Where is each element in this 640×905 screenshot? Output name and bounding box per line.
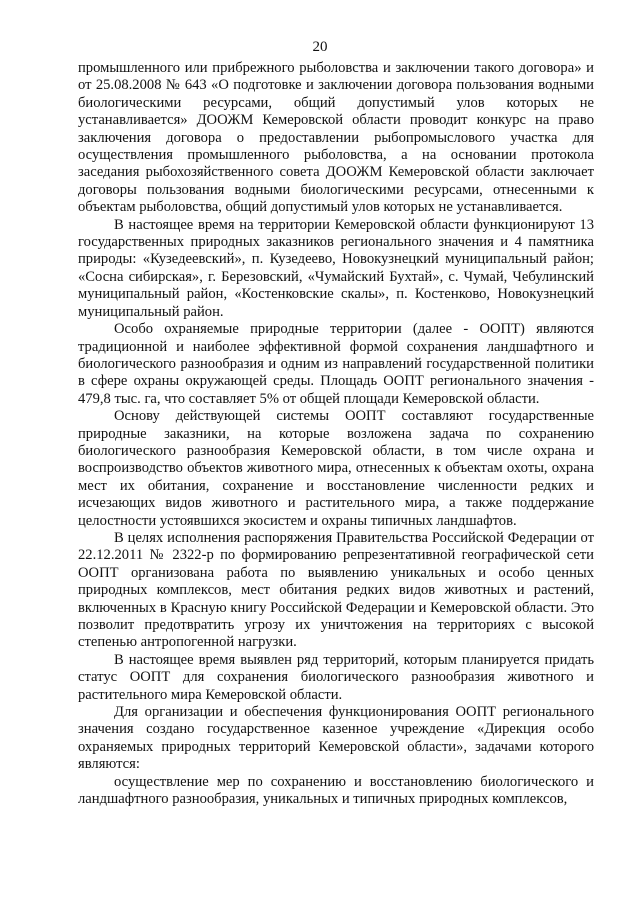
page-number: 20 (312, 39, 328, 55)
paragraph-government-order: В целях исполнения распоряжения Правительства Российской Федерации от 22.12.2011 № 2322-р по формированию репрезентативной географической сети ООПТ организована работа по выявлению уникальных и особо ценных природных комплексов, мест обитания редких видов животных и растений, включенных в Красную книгу Российской Федерации и Кемеровской области. Это позволит предотвратить угрозу их уничтожения на территориях с высокой степенью антропогенной нагрузки. (78, 529, 594, 651)
body-text (78, 60, 594, 808)
paragraph-tasks-list-item: осуществление мер по сохранению и восстановлению биологического и ландшафтного разнообразия, уникальных и типичных природных комплексов, (78, 773, 594, 808)
paragraph-new-territories: В настоящее время выявлен ряд территорий, которым планируется придать статус ООПТ для сохранения биологического разнообразия животного и растительного мира Кемеровской области. (78, 651, 594, 703)
paragraph-directorate: Для организации и обеспечения функционирования ООПТ регионального значения создано государственное казенное учреждение «Дирекция особо охраняемых природных территорий Кемеровской области», задачами которого являются: (78, 704, 594, 773)
paragraph-oopt-definition: Особо охраняемые природные территории (далее - ООПТ) являются традиционной и наиболее эффективной формой сохранения ландшафтного и биологического разнообразия и одним из направлений государственной политики в сфере охраны окружающей среды. Площадь ООПТ регионального значения - 479,8 тыс. га, что составляет 5% от общей площади Кемеровской области. (78, 321, 594, 407)
paragraph-protected-areas-count: В настоящее время на территории Кемеровской области функционируют 13 государственных природных заказников регионального значения и 4 памятника природы: «Кузедеевский», п. Кузедеево, Новокузнецкий муниципальный район; «Сосна сибирская», г. Березовский, «Чумайский Бухтай», с. Чумай, Чебулинский муниципальный район, «Костенковские скалы», п. Костенково, Новокузнецкий муниципальный район. (78, 216, 594, 320)
paragraph-oopt-system: Основу действующей системы ООПТ составляют государственные природные заказники, на которые возложена задача по сохранению биологического разнообразия Кемеровской области, в том числе охрана и воспроизводство объектов животного мира, отнесенных к объектам охоты, охрана мест их обитания, сохранение и восстановление численности редких и исчезающих видов животного и растительного мира, а также поддержание целостности устоявшихся экосистем и охраны типичных ландшафтов. (78, 408, 594, 529)
paragraph-continuation: промышленного или прибрежного рыболовства и заключении такого договора» и от 25.08.2008 № 643 «О подготовке и заключении договора пользования водными биологическими ресурсами, общий допустимый улов которых не устанавливается» ДООЖМ Кемеровской области проводит конкурс на право заключения договора о предоставлении рыбопромыслового участка для осуществления промышленного рыболовства, а на основании протокола заседания рыбохозяйственного совета ДООЖМ Кемеровской области заключает договоры пользования водными биологическими ресурсами, отнесенными к объектам рыболовства, общий допустимый улов которых не устанавливается. (78, 60, 594, 216)
